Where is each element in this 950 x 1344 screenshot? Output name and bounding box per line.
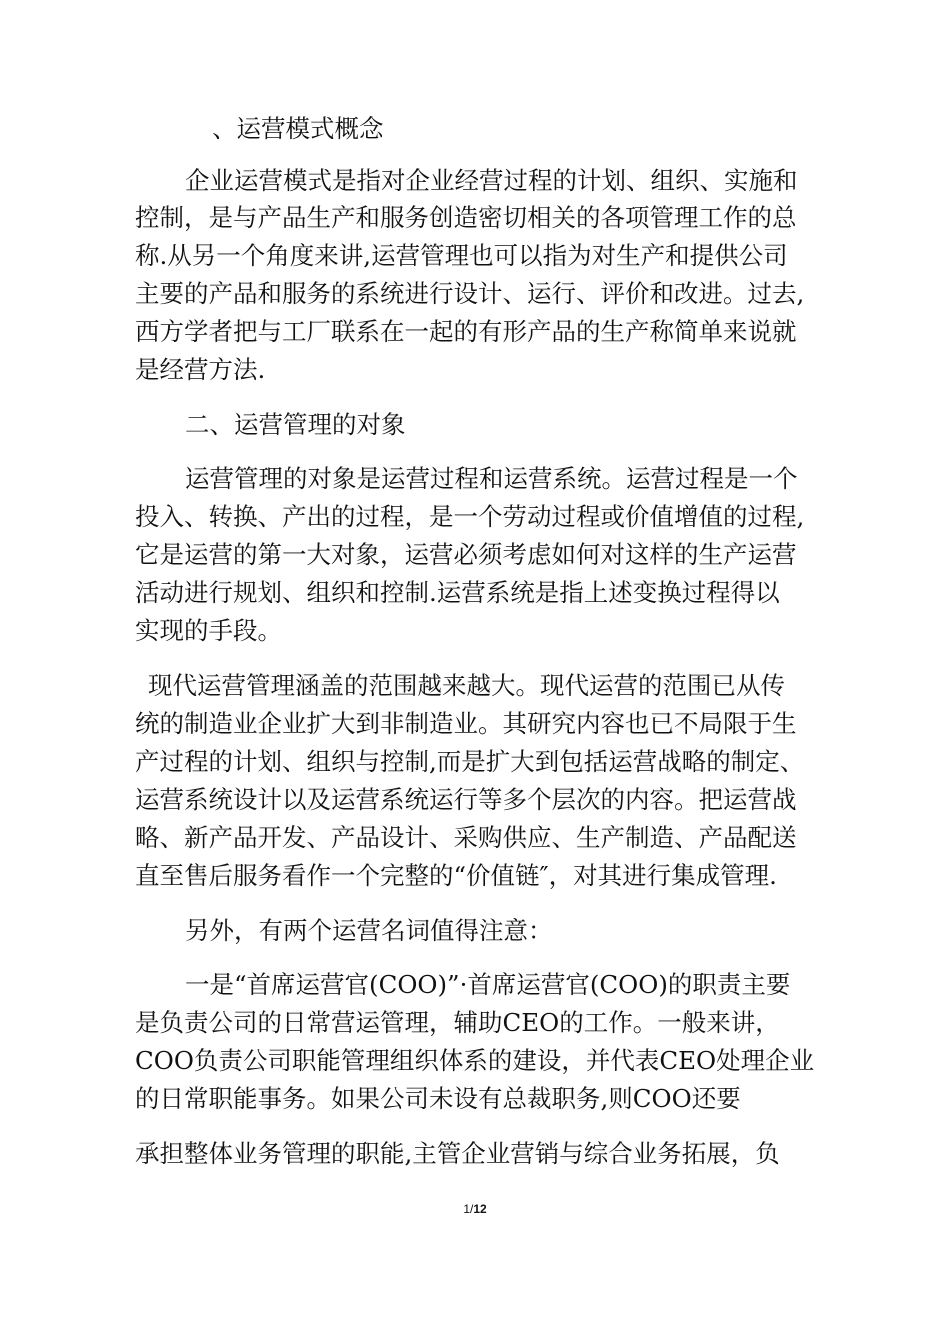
paragraph-line: 活动进行规划、组织和控制.运营系统是指上述变换过程得以 (135, 578, 780, 607)
paragraph-line: 现代运营管理涵盖的范围越来越大。现代运营的范围已从传 (148, 671, 785, 700)
page-number-total: 12 (473, 1202, 487, 1216)
page-number (0, 1203, 950, 1215)
paragraph-line: 统的制造业企业扩大到非制造业。其研究内容也已不局限于生 (135, 709, 797, 738)
paragraph-line: 西方学者把与工厂联系在一起的有形产品的生产称简单来说就 (135, 317, 797, 346)
paragraph-line: 运营管理的对象是运营过程和运营系统。运营过程是一个 (185, 464, 798, 493)
paragraph-line: COO负责公司职能管理组织体系的建设，并代表CEO处理企业 (135, 1046, 815, 1075)
paragraph-line: 称.从另一个角度来讲,运营管理也可以指为对生产和提供公司 (135, 241, 788, 270)
paragraph-line: 运营系统设计以及运营系统运行等多个层次的内容。把运营战 (135, 785, 797, 814)
paragraph-line: 承担整体业务管理的职能,主管企业营销与综合业务拓展，负 (135, 1139, 780, 1168)
section-heading-operation-mode: 、运营模式概念 (212, 114, 384, 143)
section-heading-management-object: 二、运营管理的对象 (185, 410, 406, 439)
paragraph-line: 实现的手段。 (135, 616, 282, 645)
paragraph-line: 企业运营模式是指对企业经营过程的计划、组织、实施和 (185, 166, 798, 195)
paragraph-line: 是负责公司的日常营运管理，辅助CEO的工作。一般来讲， (135, 1008, 780, 1037)
paragraph-line: 另外，有两个运营名词值得注意： (185, 916, 553, 945)
paragraph-line: 它是运营的第一大对象，运营必须考虑如何对这样的生产运营 (135, 540, 797, 569)
paragraph-line: 主要的产品和服务的系统进行设计、运行、评价和改进。过去, (135, 279, 805, 308)
paragraph-line: 直至售后服务看作一个完整的“价值链″，对其进行集成管理. (135, 861, 777, 890)
paragraph-line: 投入、转换、产出的过程，是一个劳动过程或价值增值的过程, (135, 502, 805, 531)
paragraph-line: 控制，是与产品生产和服务创造密切相关的各项管理工作的总 (135, 203, 797, 232)
page-number-current: 1/ (463, 1202, 474, 1216)
paragraph-line: 是经营方法. (135, 355, 266, 384)
paragraph-line: 略、新产品开发、产品设计、采购供应、生产制造、产品配送 (135, 823, 797, 852)
paragraph-line: 一是“首席运营官(COO)”·首席运营官(COO)的职责主要 (185, 970, 791, 999)
paragraph-line: 产过程的计划、组织与控制,而是扩大到包括运营战略的制定、 (135, 747, 805, 776)
paragraph-line: 的日常职能事务。如果公司未设有总裁职务,则COO还要 (135, 1084, 741, 1113)
